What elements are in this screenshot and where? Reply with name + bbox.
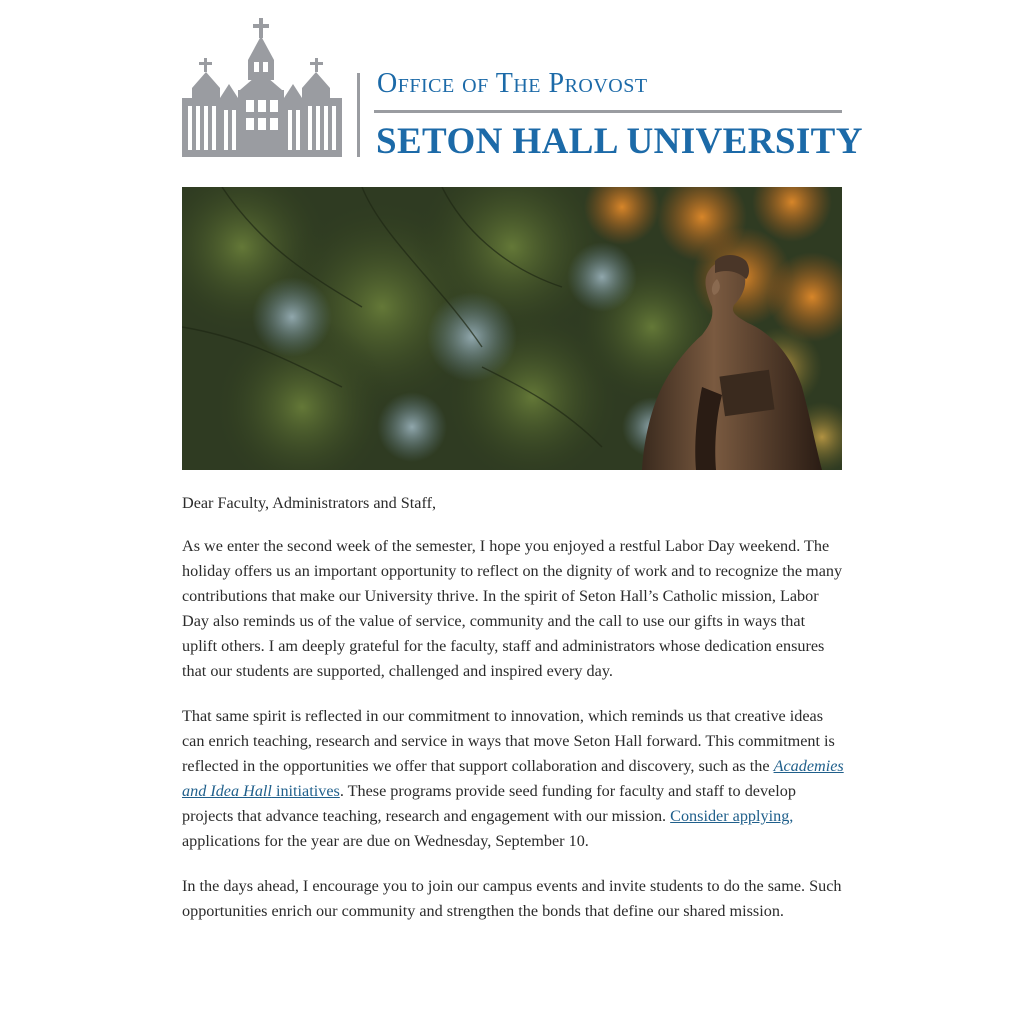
paragraph-1: As we enter the second week of the semester, I hope you enjoyed a restful Labor Day weekend. The holiday offers us an important opportunity to reflect on the dignity of work and to recognize the many contributions that make our University thrive. In the spirit of Seton Hall’s Catholic mission, Labor Day also reminds us of the value of service, community and the call to use our gifts in ways that uplift others. I am deeply grateful for the faculty, staff and administrators whose dedication ensures that our students are supported, challenged and inspired every day. <box>182 537 843 680</box>
academies-idea-hall-link-rest: initiatives <box>271 782 340 800</box>
greeting: Dear Faculty, Administrators and Staff, <box>182 494 437 512</box>
paragraph-3: In the days ahead, I encourage you to join our campus events and invite students to do the same. Such opportunities enrich our community and strengthen the bonds that define our shared mission. <box>182 877 842 920</box>
letter-body <box>182 491 844 944</box>
logo-divider-vertical <box>357 73 360 157</box>
paragraph-2 <box>182 704 844 854</box>
office-title: Office of The Provost <box>377 68 648 99</box>
statue-photo <box>182 187 842 470</box>
consider-applying-link[interactable]: Consider applying, <box>670 807 794 825</box>
paragraph-2-middle: . These programs provide seed funding for faculty and staff to develop projects that advance teaching, research and engagement with our mission. <box>182 782 796 825</box>
university-name: SETON HALL UNIVERSITY <box>376 121 863 162</box>
hero-photo <box>182 187 842 470</box>
paragraph-2-end: applications for the year are due on Wednesday, September 10. <box>182 832 589 850</box>
logo-divider-horizontal <box>374 110 842 113</box>
paragraph-2-intro: That same spirit is reflected in our commitment to innovation, which reminds us that creative ideas can enrich teaching, research and service in ways that move Seton Hall forward. This commitment is reflected in the opportunities we offer that support collaboration and discovery, such as the <box>182 707 835 775</box>
academies-idea-hall-link-italic: Academies and Idea Hall <box>182 757 844 800</box>
seton-hall-chapel-icon <box>182 18 342 158</box>
header-logo <box>182 18 863 162</box>
